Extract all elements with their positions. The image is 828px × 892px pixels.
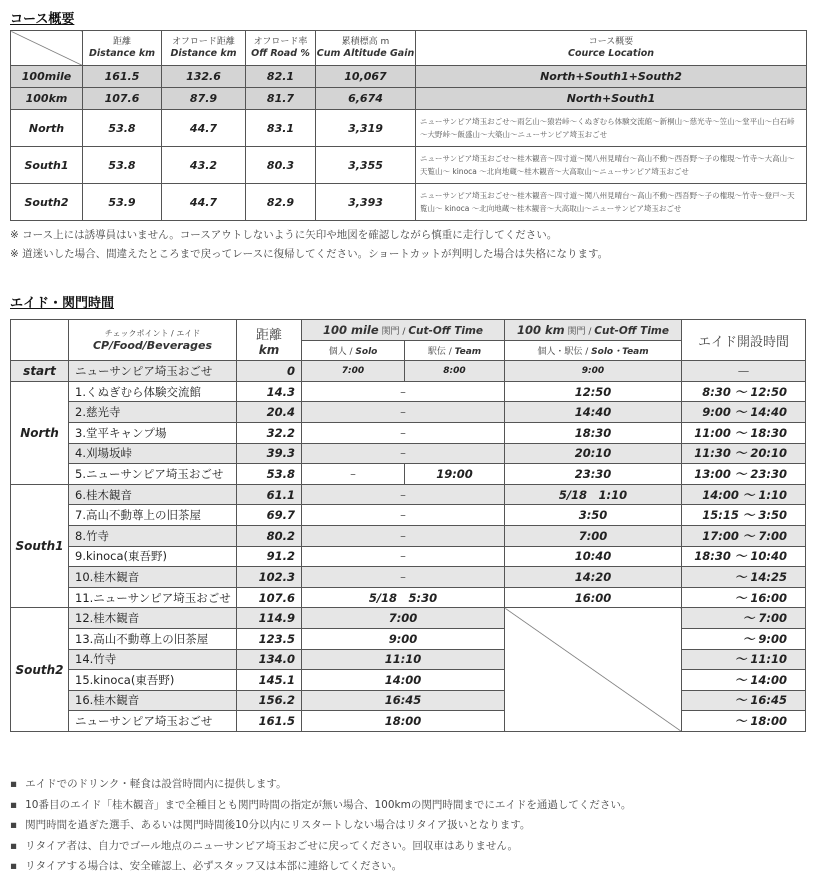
- header-100km-ja: 関門 /: [567, 326, 592, 337]
- aid-row: [11, 381, 806, 402]
- open-time: 15:15 ～ 3:50: [682, 505, 806, 526]
- aid-row: [11, 608, 806, 629]
- header-100mile: [302, 320, 505, 341]
- cutoff-mile: 11:10: [302, 649, 505, 670]
- header-100km-sub: [505, 340, 682, 361]
- header-100km-sub-en: Solo・Team: [591, 346, 649, 357]
- aid-note: ▪ エイドでのドリンク・軽食は設営時間内に提供します。: [10, 774, 631, 795]
- course-offroad: 43.2: [162, 147, 246, 184]
- header-course-location: [416, 31, 807, 66]
- cp-km: 161.5: [237, 711, 302, 732]
- header-km-ja: 距離: [255, 327, 282, 343]
- aid-row: [11, 567, 806, 588]
- header-en: Cource Location: [567, 48, 655, 59]
- aid-row-start: [11, 361, 806, 382]
- cutoff-mile: 5/18 5:30: [302, 587, 505, 608]
- header-100mile-ja: 関門 /: [381, 326, 406, 337]
- course-row-north: [11, 110, 807, 147]
- cutoff-mile: 16:45: [302, 690, 505, 711]
- cp-km: 32.2: [237, 422, 302, 443]
- header-checkpoint: [69, 320, 237, 361]
- aid-row: [11, 628, 806, 649]
- aid-note: ▪ 関門時間を過ぎた選手、あるいは関門時間後10分以内にリスタートしない場合はリタイア扱いとなります。: [10, 815, 631, 836]
- cp-km: 61.1: [237, 484, 302, 505]
- aid-note: ▪ 10番目のエイド「桂木観音」まで全種目とも関門時間の指定が無い場合、100kmの関門時間までにエイドを通過してください。: [10, 795, 631, 816]
- header-solo-ja: 個人 /: [328, 346, 353, 357]
- cutoff-mile: 9:00: [302, 628, 505, 649]
- course-row-south1: [11, 147, 807, 184]
- cutoff-mile-team: 8:00: [405, 361, 505, 382]
- cp-km: 0: [237, 361, 302, 382]
- cp-km: 123.5: [237, 628, 302, 649]
- cutoff-mile: –: [302, 525, 505, 546]
- course-gain: 3,319: [316, 110, 416, 147]
- cp-name: 4.刈場坂峠: [69, 443, 237, 464]
- header-ja: 距離: [112, 37, 131, 47]
- header-open-ja: エイド開設時間: [697, 334, 789, 350]
- open-time: 8:30 ～ 12:50: [682, 381, 806, 402]
- header-en: Cum Altitude Gain: [316, 48, 415, 59]
- cp-name: 15.kinoca(東吾野): [69, 670, 237, 691]
- course-header-row: [11, 31, 807, 66]
- aid-row: [11, 649, 806, 670]
- cp-name: 8.竹寺: [69, 525, 237, 546]
- course-row-100mile: [11, 66, 807, 88]
- course-rate: 83.1: [246, 110, 316, 147]
- open-time: ～ 9:00: [682, 628, 806, 649]
- course-distance: 161.5: [83, 66, 162, 88]
- course-note: ※ 道迷いした場合、間違えたところまで戻ってレースに復帰してください。ショートカットが判明した場合は失格になります。: [10, 248, 609, 260]
- cutoff-100km: 7:00: [505, 525, 682, 546]
- course-name: South2: [11, 184, 83, 221]
- course-gain: 6,674: [316, 88, 416, 110]
- header-open-time: [682, 320, 806, 361]
- cp-km: 39.3: [237, 443, 302, 464]
- header-en: Distance km: [170, 48, 237, 59]
- cutoff-100km: 14:40: [505, 402, 682, 423]
- cutoff-100km: 20:10: [505, 443, 682, 464]
- header-100km-en: 100 km: [516, 322, 565, 337]
- course-location: ニューサンピア埼玉おごせ～桂木観音～四寸道～関八州見晴台～高山不動～西吾野～子の権現～竹寺～大高山～天覧山～ kinoca ～北向地蔵～桂木観音～大高取山～ニューサンピア埼玉おごせ: [416, 147, 807, 184]
- cp-name: 7.高山不動尊上の旧茶屋: [69, 505, 237, 526]
- header-team-en: Team: [454, 346, 482, 357]
- course-gain: 3,393: [316, 184, 416, 221]
- cutoff-mile: –: [302, 381, 505, 402]
- course-gain: 10,067: [316, 66, 416, 88]
- cutoff-mile: –: [302, 484, 505, 505]
- course-rate: 82.9: [246, 184, 316, 221]
- open-time: 14:00 ～ 1:10: [682, 484, 806, 505]
- cutoff-100km: 9:00: [505, 361, 682, 382]
- aid-row: [11, 670, 806, 691]
- cp-km: 20.4: [237, 402, 302, 423]
- open-time: 18:30 ～ 10:40: [682, 546, 806, 567]
- open-time: ～ 11:10: [682, 649, 806, 670]
- aid-row: [11, 422, 806, 443]
- course-location: North+South1+South2: [416, 66, 807, 88]
- header-ja: オフロード率: [253, 37, 308, 47]
- aid-row: [11, 464, 806, 485]
- cp-km: 114.9: [237, 608, 302, 629]
- course-overview-table: [10, 30, 807, 221]
- course-row-south2: [11, 184, 807, 221]
- course-offroad: 87.9: [162, 88, 246, 110]
- section-label: South1: [11, 484, 69, 608]
- course-location: North+South1: [416, 88, 807, 110]
- cp-name: 2.慈光寺: [69, 402, 237, 423]
- course-location: ニューサンピア埼玉おごせ～桂木観音～四寸道～関八州見晴台～高山不動～西吾野～子の権現～竹寺～登戸～天覧山～ kinoca ～北向地蔵～桂木観音～大高取山～ニューサンピア埼玉おごせ: [416, 184, 807, 221]
- cp-name: 12.桂木観音: [69, 608, 237, 629]
- header-en: Off Road %: [251, 48, 310, 59]
- cutoff-mile: 18:00: [302, 711, 505, 732]
- cp-name: ニューサンピア埼玉おごせ: [69, 361, 237, 382]
- header-solo-en: Solo: [355, 346, 378, 357]
- cutoff-mile-solo: 7:00: [302, 361, 405, 382]
- header-mile-solo: [302, 340, 405, 361]
- cp-km: 53.8: [237, 464, 302, 485]
- header-100km-sub-ja: 個人・駅伝 /: [537, 346, 589, 357]
- cp-name: 5.ニューサンピア埼玉おごせ: [69, 464, 237, 485]
- open-time: —: [682, 361, 806, 382]
- header-cp-en: CP/Food/Beverages: [92, 339, 213, 353]
- header-mile-team: [405, 340, 505, 361]
- cp-name: 6.桂木観音: [69, 484, 237, 505]
- cp-km: 80.2: [237, 525, 302, 546]
- cutoff-mile: –: [302, 505, 505, 526]
- course-overview-title: コース概要: [10, 12, 75, 27]
- course-name: South1: [11, 147, 83, 184]
- header-offroad-rate: [246, 31, 316, 66]
- cp-km: 69.7: [237, 505, 302, 526]
- header-en: Distance km: [88, 48, 156, 59]
- cp-name: ニューサンピア埼玉おごせ: [69, 711, 237, 732]
- section-label: South2: [11, 608, 69, 732]
- header-ja: 累積標高 m: [341, 37, 390, 47]
- header-team-ja: 駅伝 /: [427, 346, 452, 357]
- header-cp-ja: チェックポイント / エイド: [104, 329, 201, 339]
- cp-km: 14.3: [237, 381, 302, 402]
- cp-km: 145.1: [237, 670, 302, 691]
- header-ja: コース概要: [588, 37, 634, 47]
- cutoff-mile: –: [302, 443, 505, 464]
- diagonal-corner-cell: [11, 31, 83, 66]
- cp-name: 10.桂木観音: [69, 567, 237, 588]
- course-offroad: 44.7: [162, 110, 246, 147]
- cp-km: 107.6: [237, 587, 302, 608]
- open-time: 11:30 ～ 20:10: [682, 443, 806, 464]
- cp-name: 13.高山不動尊上の旧茶屋: [69, 628, 237, 649]
- course-distance: 53.8: [83, 110, 162, 147]
- open-time: ～ 16:00: [682, 587, 806, 608]
- cutoff-100km: 14:20: [505, 567, 682, 588]
- course-offroad: 132.6: [162, 66, 246, 88]
- cutoff-mile: 7:00: [302, 608, 505, 629]
- cutoff-100km: 18:30: [505, 422, 682, 443]
- course-distance: 53.8: [83, 147, 162, 184]
- course-gain: 3,355: [316, 147, 416, 184]
- course-name: 100km: [11, 88, 83, 110]
- open-time: 17:00 ～ 7:00: [682, 525, 806, 546]
- course-distance: 53.9: [83, 184, 162, 221]
- cp-name: 3.堂平キャンプ場: [69, 422, 237, 443]
- section-label: start: [11, 361, 69, 382]
- header-100km-cutoff: Cut-Off Time: [594, 324, 669, 337]
- aid-note: ▪ リタイアする場合は、安全確認上、必ずスタッフ又は本部に連絡してください。: [10, 856, 631, 877]
- aid-note: ▪ リタイア者は、自力でゴール地点のニューサンピア埼玉おごせに戻ってください。回収車はありません。: [10, 836, 631, 857]
- cutoff-mile: –: [302, 402, 505, 423]
- course-distance: 107.6: [83, 88, 162, 110]
- aid-row: [11, 525, 806, 546]
- cp-name: 14.竹寺: [69, 649, 237, 670]
- course-notes: [10, 226, 608, 264]
- aid-cutoff-title: エイド・関門時間: [10, 296, 115, 311]
- aid-header-row-1: [11, 320, 806, 341]
- course-note: ※ コース上には誘導員はいません。コースアウトしないように矢印や地図を確認しながら慎重に走行してください。: [10, 229, 558, 241]
- cp-name: 11.ニューサンピア埼玉おごせ: [69, 587, 237, 608]
- header-altitude-gain: [316, 31, 416, 66]
- course-location: ニューサンピア埼玉おごせ～雨乞山～猿岩峠～くぬぎむら体験交流館～新桐山～慈光寺～笠山～堂平山～白石峠～大野峠～飯盛山～大築山～ニューサンピア埼玉おごせ: [416, 110, 807, 147]
- cp-km: 156.2: [237, 690, 302, 711]
- aid-row: [11, 484, 806, 505]
- cutoff-100km: 16:00: [505, 587, 682, 608]
- cutoff-mile: –: [302, 567, 505, 588]
- cutoff-100km: 5/18 1:10: [505, 484, 682, 505]
- open-time: ～ 18:00: [682, 711, 806, 732]
- course-rate: 81.7: [246, 88, 316, 110]
- cp-name: 16.桂木観音: [69, 690, 237, 711]
- course-rate: 80.3: [246, 147, 316, 184]
- cutoff-mile-solo: –: [302, 464, 405, 485]
- aid-row: [11, 587, 806, 608]
- aid-row: [11, 443, 806, 464]
- course-offroad: 44.7: [162, 184, 246, 221]
- open-time: ～ 14:25: [682, 567, 806, 588]
- cutoff-100km: 12:50: [505, 381, 682, 402]
- open-time: 13:00 ～ 23:30: [682, 464, 806, 485]
- cutoff-mile: 14:00: [302, 670, 505, 691]
- course-name: 100mile: [11, 66, 83, 88]
- section-label: North: [11, 381, 69, 484]
- header-km: [237, 320, 302, 361]
- aid-row: [11, 690, 806, 711]
- aid-row: [11, 402, 806, 423]
- header-blank: [11, 320, 69, 361]
- cp-name: 1.くぬぎむら体験交流館: [69, 381, 237, 402]
- cp-name: 9.kinoca(東吾野): [69, 546, 237, 567]
- cutoff-mile: –: [302, 546, 505, 567]
- header-offroad-distance: [162, 31, 246, 66]
- header-km-en: km: [258, 342, 280, 357]
- aid-row: [11, 711, 806, 732]
- not-applicable-cell: [505, 608, 682, 732]
- header-100km: [505, 320, 682, 341]
- header-100mile-cutoff: Cut-Off Time: [408, 324, 484, 337]
- course-rate: 82.1: [246, 66, 316, 88]
- aid-notes-list: [10, 774, 631, 877]
- open-time: ～ 14:00: [682, 670, 806, 691]
- cutoff-100km: 3:50: [505, 505, 682, 526]
- aid-row: [11, 546, 806, 567]
- aid-row: [11, 505, 806, 526]
- open-time: 9:00 ～ 14:40: [682, 402, 806, 423]
- course-row-100km: [11, 88, 807, 110]
- cutoff-mile: –: [302, 422, 505, 443]
- header-ja: オフロード距離: [172, 37, 235, 47]
- open-time: ～ 7:00: [682, 608, 806, 629]
- open-time: ～ 16:45: [682, 690, 806, 711]
- course-name: North: [11, 110, 83, 147]
- header-distance: [83, 31, 162, 66]
- cp-km: 102.3: [237, 567, 302, 588]
- cp-km: 134.0: [237, 649, 302, 670]
- cutoff-100km: 10:40: [505, 546, 682, 567]
- cp-km: 91.2: [237, 546, 302, 567]
- open-time: 11:00 ～ 18:30: [682, 422, 806, 443]
- cutoff-mile-team: 19:00: [405, 464, 505, 485]
- cutoff-100km: 23:30: [505, 464, 682, 485]
- header-100mile-en: 100 mile: [322, 322, 379, 337]
- aid-cutoff-table: [10, 319, 806, 732]
